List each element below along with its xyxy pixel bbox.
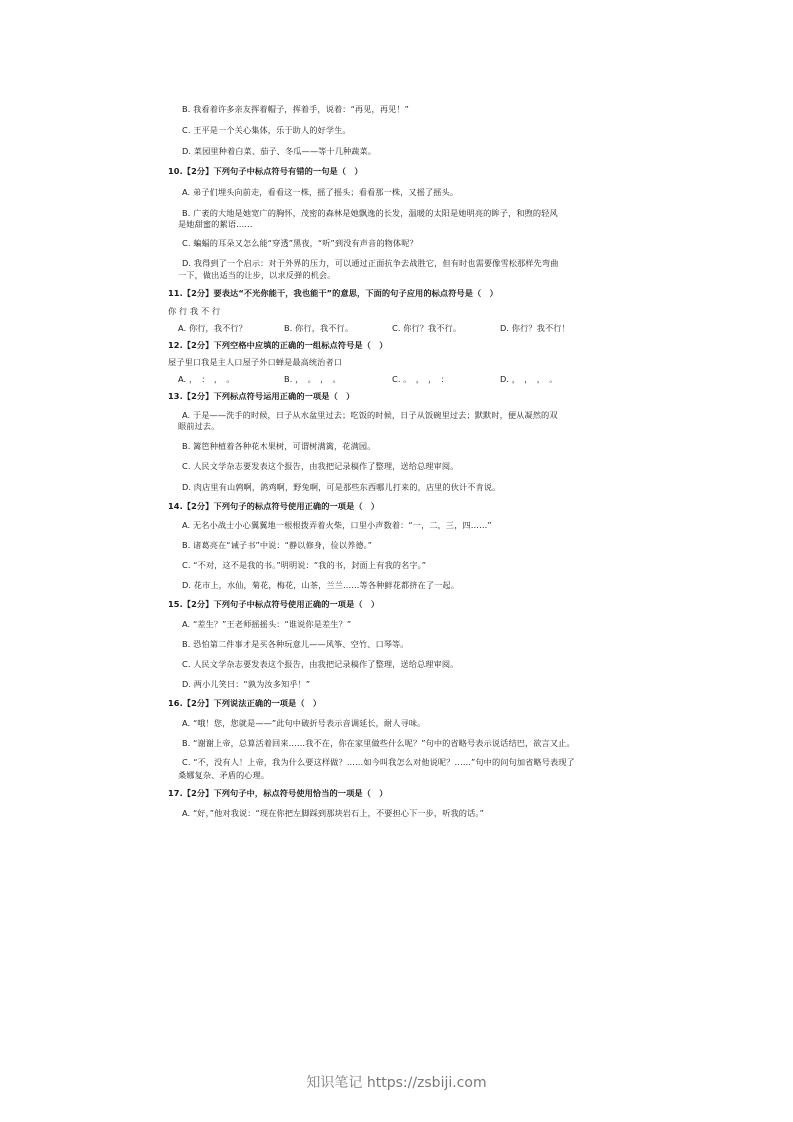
question-heading: 13.【2分】下列标点符号运用正确的一项是（ ） bbox=[168, 391, 355, 401]
option-d: D. 你行？我不行！ bbox=[500, 323, 570, 333]
question-line: A. “差生？”王老师摇摇头：“谁说你是差生？” bbox=[182, 619, 352, 629]
option-a: A. 你行，我不行？ bbox=[178, 323, 247, 333]
question-line: 一下，做出适当的让步，以求反弹的机会。 bbox=[178, 270, 336, 280]
option-d: D. ， ， ， 。 bbox=[500, 374, 558, 384]
question-heading: 17.【2分】下列句子中，标点符号使用恰当的一项是（ ） bbox=[168, 788, 388, 798]
question-line: C. 蝙蝠的耳朵又怎么能“穿透”黑夜，“听”到没有声音的物体呢？ bbox=[182, 238, 418, 248]
question-line: B. 篱笆种植着各种花木果树，可谓树满篱，花满园。 bbox=[182, 441, 376, 451]
question-line: C. “不对，这不是我的书。”明明说：“我的书，封面上有我的名字。” bbox=[182, 560, 427, 570]
question-line: B. 广袤的大地是她宽广的胸怀，茂密的森林是她飘逸的长发，温暖的太阳是她明亮的眸子，和煦的轻风 bbox=[182, 208, 558, 218]
option-a: A. ， ： ， 。 bbox=[178, 374, 235, 384]
question-line: B. 恐怕第二件事才是买各种玩意儿——风筝、空竹、口琴等。 bbox=[182, 639, 409, 649]
option-c: C. 。 ， ， ： bbox=[392, 374, 449, 384]
site-watermark: 知识笔记 https://zsbiji.com bbox=[306, 1075, 487, 1091]
question-heading: 10.【2分】下列句子中标点符号有错的一句是（ ） bbox=[168, 166, 363, 176]
question-line: 屋子里口我是主人口屋子外口蝉是最高统治者口 bbox=[168, 357, 343, 367]
question-line: A. 于是——洗手的时候，日子从水盆里过去；吃饭的时候，日子从饭碗里过去；默默时，便从凝然的双 bbox=[182, 410, 558, 420]
option-b: B. 你行，我不行。 bbox=[284, 323, 354, 333]
question-line: A. “好，”他对我说：“现在你把左脚踩到那块岩石上，不要担心下一步，听我的话。” bbox=[182, 808, 484, 818]
question-line: D. 两小儿笑曰：“孰为汝多知乎！” bbox=[182, 679, 311, 689]
question-heading: 15.【2分】下列句子中标点符号使用正确的一项是（ ） bbox=[168, 599, 380, 609]
question-line: B. “谢谢上帝，总算活着回来……我不在，你在家里做些什么呢？”句中的省略号表示说话结巴，欲言又止。 bbox=[182, 738, 575, 748]
question-line: B. 诸葛亮在“诫子书”中说：“静以修身，俭以养德。” bbox=[182, 540, 373, 550]
question-heading: 12.【2分】下列空格中应填的正确的一组标点符号是（ ） bbox=[168, 340, 388, 350]
option-c: C. 你行？我不行。 bbox=[392, 323, 462, 333]
q11-options bbox=[178, 323, 570, 333]
question-heading: 16.【2分】下列说法正确的一项是（ ） bbox=[168, 698, 322, 708]
question-line: C. 王平是一个关心集体，乐于助人的好学生。 bbox=[182, 125, 351, 135]
q12-options bbox=[178, 374, 558, 384]
question-line: 眼前过去。 bbox=[178, 421, 220, 431]
question-heading: 11.【2分】要表达“不光你能干，我也能干”的意思，下面的句子应用的标点符号是（ ） bbox=[168, 288, 498, 298]
question-line: C. “不，没有人！上帝，我为什么要这样做？……如今叫我怎么对他说呢？……”句中的问句加省略号表现了 bbox=[182, 757, 575, 767]
question-line: A. 无名小战士小心翼翼地一根根拨弄着火柴，口里小声数着：“一，二，三，四……” bbox=[182, 520, 492, 530]
question-line: C. 人民文学杂志要发表这个报告，由我把记录稿作了整理，送给总理审阅。 bbox=[182, 461, 459, 471]
question-line: A. 弟子们埋头向前走，看看这一株，摇了摇头；看看那一株，又摇了摇头。 bbox=[182, 187, 459, 197]
question-line: D. 菜园里种着白菜、茄子、冬瓜——等十几种蔬菜。 bbox=[182, 146, 377, 156]
question-line: B. 我看着许多亲友挥着帽子，挥着手，说着：“再见，再见！” bbox=[182, 104, 409, 114]
question-line: A. “哦！您，您就是——”此句中破折号表示音调延长，耐人寻味。 bbox=[182, 718, 426, 728]
question-line: D. 我得到了一个启示：对于外界的压力，可以通过正面抗争去战胜它，但有时也需要像雪松那样先弯曲 bbox=[182, 258, 559, 268]
question-line: 你 行 我 不 行 bbox=[168, 306, 221, 316]
question-line: C. 人民文学杂志要发表这个报告，由我把记录稿作了整理，送给总理审阅。 bbox=[182, 659, 459, 669]
option-b: B. ， 。 ， 。 bbox=[284, 374, 341, 384]
question-line: D. 肉店里有山鹑啊，鸽鸡啊，野兔啊，可是那些东西哪儿打来的，店里的伙计不肯说。 bbox=[182, 482, 501, 492]
question-line: 是她甜蜜的絮语…… bbox=[178, 219, 253, 229]
question-heading: 14.【2分】下列句子的标点符号使用正确的一项是（ ） bbox=[168, 501, 380, 511]
question-line: 桑娜复杂、矛盾的心理。 bbox=[178, 770, 270, 780]
question-line: D. 花市上，水仙，菊花，梅花，山茶，兰兰……等各种鲜花都挤在了一起。 bbox=[182, 580, 460, 590]
